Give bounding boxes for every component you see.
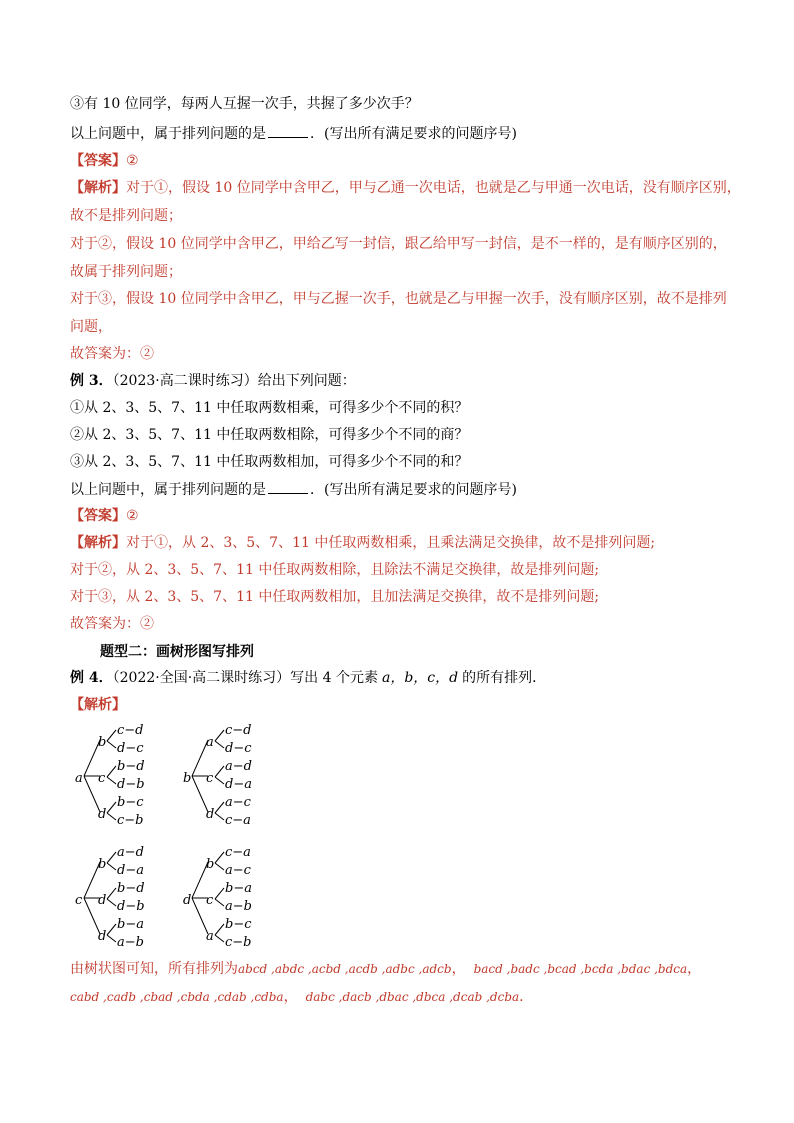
example-3-title: 例 3．	[70, 373, 113, 389]
perm-group-c: cabd ,cadb ,cbad ,cbda ,cdab ,cdba	[70, 990, 284, 1004]
analysis-line-7: 故答案为：②	[70, 346, 154, 362]
tree-node-label: c	[98, 771, 106, 786]
permutation-line-2: cabd ,cadb ,cbad ,cbda ,cdab ,cdba， dabc ,dacb ,dbac ,dbca ,dcab ,dcba.	[70, 989, 524, 1005]
analysis2-line-4: 故答案为：②	[70, 616, 154, 632]
tree-leaf-line	[215, 852, 224, 863]
prompt-text: 以上问题中，属于排列问题的是	[70, 482, 266, 498]
tree-leaf-label: d−a	[117, 863, 144, 878]
tree-root-label: b	[183, 771, 192, 786]
example-4-tail: 的所有排列．	[462, 670, 547, 686]
tree-leaf-label: c−a	[225, 845, 251, 860]
tree-node-label: b	[206, 857, 215, 872]
tree-leaf-label: a−b	[225, 899, 252, 914]
tree-leaf-line	[215, 813, 224, 820]
example-3-source: （2023·高二课时练习）给出下列问题：	[112, 373, 356, 389]
perm-group-d: dabc ,dacb ,dbac ,dbca ,dcab ,dcba	[305, 990, 520, 1004]
analysis-line-3: 对于②，假设 10 位同学中含甲乙，甲给乙写一封信，跟乙给甲写一封信，是不一样的，是有顺序区别的，	[70, 236, 727, 252]
tree-node-label: b	[98, 735, 107, 750]
analysis-tag: 【解析】	[70, 535, 126, 551]
tree-leaf-label: c−b	[225, 935, 252, 950]
analysis-tag: 【解析】	[70, 697, 126, 713]
answer-tag: 【答案】	[70, 153, 126, 169]
answer-blank	[268, 123, 308, 138]
analysis-line-1	[70, 178, 741, 198]
tree-leaf-label: b−c	[117, 795, 144, 810]
permutation-line-1: 由树状图可知，所有排列为abcd ,abdc ,acbd ,acdb ,adbc ,adcb， bacd ,badc ,bcad ,bcda ,bdac ,bdca，	[70, 961, 702, 977]
tree-leaf-label: d−c	[117, 741, 144, 756]
tree-leaf-label: b−c	[225, 917, 252, 932]
analysis-tag-3	[70, 695, 126, 715]
tree-leaf-label: b−a	[117, 917, 144, 932]
tree-leaf-label: c−b	[117, 813, 144, 828]
analysis-tag: 【解析】	[70, 180, 126, 196]
prompt-note: ．(写出所有满足要求的问题序号)	[310, 482, 517, 498]
analysis2-line-1	[70, 533, 655, 553]
perm-intro: 由树状图可知，所有排列为	[70, 961, 238, 977]
tree-leaf-label: b−a	[225, 881, 252, 896]
tree-leaf-line	[215, 730, 224, 741]
tree-leaf-line	[107, 741, 116, 748]
tree-node-label: d	[206, 807, 215, 822]
tree-node-label: c	[206, 771, 214, 786]
tree-leaf-label: a−c	[225, 795, 251, 810]
tree-root-label: c	[75, 893, 83, 908]
tree-leaf-label: b−d	[117, 759, 145, 774]
tree-leaf-label: d−b	[117, 899, 145, 914]
answer-tag: 【答案】	[70, 508, 126, 524]
tree-leaf-line	[107, 777, 116, 784]
tree-leaf-line	[107, 802, 116, 813]
tree-leaf-line	[107, 935, 116, 942]
prompt-line-2	[70, 479, 517, 500]
prompt-text: 以上问题中，属于排列问题的是	[70, 126, 266, 142]
tree-diagrams	[70, 720, 330, 950]
perm-group-a: abcd ,abdc ,acbd ,acdb ,adbc ,adcb	[238, 962, 452, 976]
example-3-q2: ②从 2、3、5、7、11 中任取两数相除，可得多少个不同的商？	[70, 427, 469, 443]
tree-leaf-line	[107, 766, 116, 777]
example-3-q3: ③从 2、3、5、7、11 中任取两数相加，可得多少个不同的和？	[70, 454, 469, 470]
tree-leaf-label: c−a	[225, 813, 251, 828]
tree-node-label: d	[98, 929, 107, 944]
tree-node-label: a	[206, 929, 214, 944]
tree-leaf-line	[215, 924, 224, 935]
tree-root-label: a	[75, 771, 83, 786]
tree-leaf-line	[107, 730, 116, 741]
tree-leaf-label: a−d	[225, 759, 252, 774]
tree-leaf-label: a−c	[225, 863, 251, 878]
tree-node-label: d	[98, 893, 107, 908]
tree-leaf-line	[215, 899, 224, 906]
example-3-header	[70, 371, 356, 391]
analysis-line-6: 问题，	[70, 319, 112, 335]
tree-leaf-line	[107, 813, 116, 820]
example-3-q1: ①从 2、3、5、7、11 中任取两数相乘，可得多少个不同的积？	[70, 400, 469, 416]
example-4-title: 例 4．	[70, 670, 113, 686]
tree-leaf-label: d−a	[225, 777, 252, 792]
perm-group-b: bacd ,badc ,bcad ,bcda ,bdac ,bdca	[473, 962, 688, 976]
tree-leaf-line	[215, 802, 224, 813]
tree-leaf-line	[215, 766, 224, 777]
tree-leaf-label: a−b	[117, 935, 144, 950]
tree-leaf-line	[107, 899, 116, 906]
tree-leaf-label: d−c	[225, 741, 252, 756]
tree-leaf-label: d−b	[117, 777, 145, 792]
tree-leaf-line	[107, 852, 116, 863]
analysis-line-2: 故不是排列问题；	[70, 208, 182, 224]
analysis-line-4: 故属于排列问题；	[70, 264, 182, 280]
tree-node-label: d	[98, 807, 107, 822]
analysis2-line-2: 对于②，从 2、3、5、7、11 中任取两数相除，且除法不满足交换律，故是排列问题;	[70, 562, 600, 578]
answer-value: ②	[126, 153, 139, 169]
prompt-note: ．(写出所有满足要求的问题序号)	[310, 126, 517, 142]
tree-leaf-label: c−d	[225, 723, 252, 738]
tree-leaf-line	[215, 741, 224, 748]
example-4-elements: a，b，c，d	[381, 670, 459, 686]
answer-line-2	[70, 506, 139, 526]
analysis2-line-3: 对于③，从 2、3、5、7、11 中任取两数相加，且加法满足交换律，故不是排列问题;	[70, 589, 600, 605]
tree-leaf-line	[215, 777, 224, 784]
tree-leaf-line	[107, 863, 116, 870]
tree-leaf-line	[215, 888, 224, 899]
answer-blank	[268, 479, 308, 494]
question-3-line: ③有 10 位同学，每两人互握一次手，共握了多少次手？	[70, 96, 419, 112]
tree-node-label: c	[206, 893, 214, 908]
tree-leaf-label: b−d	[117, 881, 145, 896]
tree-node-label: b	[98, 857, 107, 872]
tree-leaf-line	[215, 863, 224, 870]
analysis-text: 对于①，从 2、3、5、7、11 中任取两数相乘，且乘法满足交换律，故不是排列问题;	[126, 535, 656, 551]
prompt-line-1	[70, 123, 517, 144]
tree-leaf-line	[215, 935, 224, 942]
section-heading: 题型二：画树形图写排列	[100, 644, 254, 660]
example-4-header	[70, 668, 546, 688]
tree-root-label: d	[183, 893, 192, 908]
tree-leaf-line	[107, 888, 116, 899]
answer-value: ②	[126, 508, 139, 524]
analysis-text: 对于①，假设 10 位同学中含甲乙，甲与乙通一次电话，也就是乙与甲通一次电话，没有顺序区别，	[126, 180, 741, 196]
example-4-source: （2022·全国·高二课时练习）写出 4 个元素	[112, 670, 378, 686]
tree-leaf-line	[107, 924, 116, 935]
answer-line-1	[70, 151, 139, 171]
tree-leaf-label: a−d	[117, 845, 144, 860]
tree-node-label: a	[206, 735, 214, 750]
analysis-line-5: 对于③，假设 10 位同学中含甲乙，甲与乙握一次手，也就是乙与甲握一次手，没有顺序区别，故不是排列	[70, 291, 727, 307]
tree-leaf-label: c−d	[117, 723, 144, 738]
